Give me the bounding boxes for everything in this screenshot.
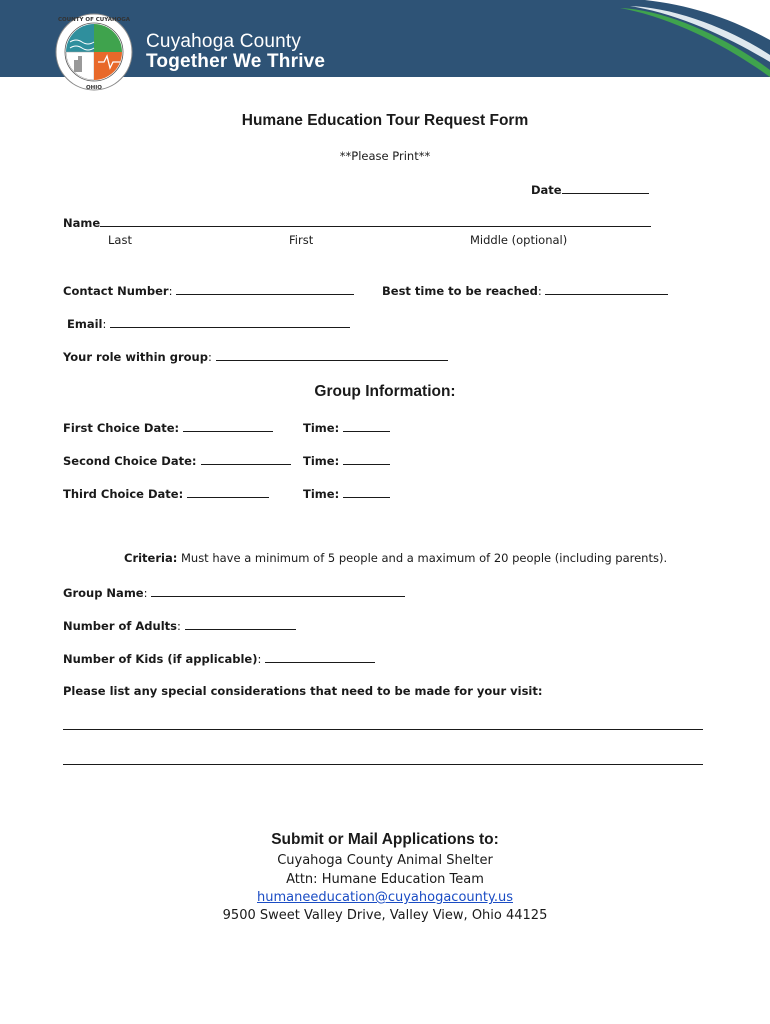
seal-text-top: COUNTY OF CUYAHOGA xyxy=(57,17,131,23)
first-choice-date-field[interactable] xyxy=(63,420,273,435)
submit-line-2: Attn: Humane Education Team xyxy=(286,872,484,887)
best-time-blank[interactable] xyxy=(545,283,668,295)
third-choice-blank[interactable] xyxy=(187,486,269,498)
county-seal-logo xyxy=(54,12,134,92)
name-blank[interactable] xyxy=(100,215,651,227)
submit-email-row xyxy=(0,890,770,905)
third-time-blank[interactable] xyxy=(343,486,390,498)
submit-line-1: Cuyahoga County Animal Shelter xyxy=(277,853,493,868)
group-info-heading: Group Information: xyxy=(314,383,456,400)
seal-text-bottom: OHIO xyxy=(85,85,103,91)
colon: : xyxy=(168,284,173,298)
group-name-field[interactable] xyxy=(63,585,405,600)
third-choice-date-field[interactable] xyxy=(63,486,269,501)
second-choice-label: Second Choice Date: xyxy=(63,454,197,468)
second-time-field[interactable] xyxy=(303,453,390,468)
brand-line-2: Together We Thrive xyxy=(146,51,326,72)
second-choice-blank[interactable] xyxy=(201,453,291,465)
first-time-field[interactable] xyxy=(303,420,390,435)
time-label: Time: xyxy=(303,421,340,435)
special-considerations-line-1[interactable] xyxy=(63,729,703,730)
criteria-text: Must have a minimum of 5 people and a maximum of 20 people (including parents). xyxy=(180,551,668,565)
date-blank[interactable] xyxy=(562,182,649,194)
criteria-note xyxy=(124,551,667,565)
third-choice-label: Third Choice Date: xyxy=(63,487,184,501)
best-time-field[interactable] xyxy=(382,283,668,298)
email-blank[interactable] xyxy=(110,316,350,328)
third-time-field[interactable] xyxy=(303,486,390,501)
date-field[interactable] xyxy=(531,182,649,197)
name-field[interactable] xyxy=(63,215,651,230)
special-considerations-label: Please list any special considerations that need to be made for your visit: xyxy=(63,684,543,698)
second-choice-date-field[interactable] xyxy=(63,453,291,468)
num-adults-label: Number of Adults xyxy=(63,619,178,633)
brand-line-1: Cuyahoga County xyxy=(146,31,302,52)
first-choice-label: First Choice Date: xyxy=(63,421,180,435)
name-label: Name xyxy=(63,216,101,230)
submit-heading: Submit or Mail Applications to: xyxy=(271,831,499,848)
name-sub-first: First xyxy=(289,233,314,247)
group-name-label: Group Name xyxy=(63,586,144,600)
role-blank[interactable] xyxy=(216,349,448,361)
num-kids-field[interactable] xyxy=(63,651,375,666)
num-kids-label: Number of Kids (if applicable) xyxy=(63,652,258,666)
first-choice-blank[interactable] xyxy=(183,420,273,432)
special-considerations-line-2[interactable] xyxy=(63,764,703,765)
email-field[interactable] xyxy=(67,316,350,331)
brand-text xyxy=(146,32,325,72)
colon: : xyxy=(177,619,181,633)
date-label: Date xyxy=(531,183,562,197)
role-label: Your role within group xyxy=(63,350,208,364)
swoosh-graphic xyxy=(600,0,770,77)
second-time-blank[interactable] xyxy=(343,453,390,465)
name-sub-middle: Middle (optional) xyxy=(470,233,568,247)
submit-email-link[interactable]: humaneeducation@cuyahogacounty.us xyxy=(257,890,513,905)
contact-number-field[interactable] xyxy=(63,283,354,298)
form-title: Humane Education Tour Request Form xyxy=(241,112,529,129)
contact-blank[interactable] xyxy=(176,283,354,295)
role-field[interactable] xyxy=(63,349,448,364)
num-kids-blank[interactable] xyxy=(265,651,375,663)
time-label: Time: xyxy=(303,454,340,468)
colon: : xyxy=(537,284,542,298)
colon: : xyxy=(257,652,262,666)
contact-label: Contact Number xyxy=(63,284,169,298)
email-label: Email xyxy=(67,317,103,331)
criteria-label: Criteria: xyxy=(124,551,178,565)
please-print-note: **Please Print** xyxy=(339,149,431,163)
name-sub-last: Last xyxy=(108,233,132,247)
colon: : xyxy=(143,586,148,600)
colon: : xyxy=(102,317,107,331)
colon: : xyxy=(207,350,212,364)
num-adults-blank[interactable] xyxy=(185,618,296,630)
num-adults-field[interactable] xyxy=(63,618,296,633)
time-label: Time: xyxy=(303,487,340,501)
submit-address: 9500 Sweet Valley Drive, Valley View, Ohio 44125 xyxy=(222,908,548,923)
group-name-blank[interactable] xyxy=(151,585,405,597)
first-time-blank[interactable] xyxy=(343,420,390,432)
best-time-label: Best time to be reached xyxy=(382,284,538,298)
